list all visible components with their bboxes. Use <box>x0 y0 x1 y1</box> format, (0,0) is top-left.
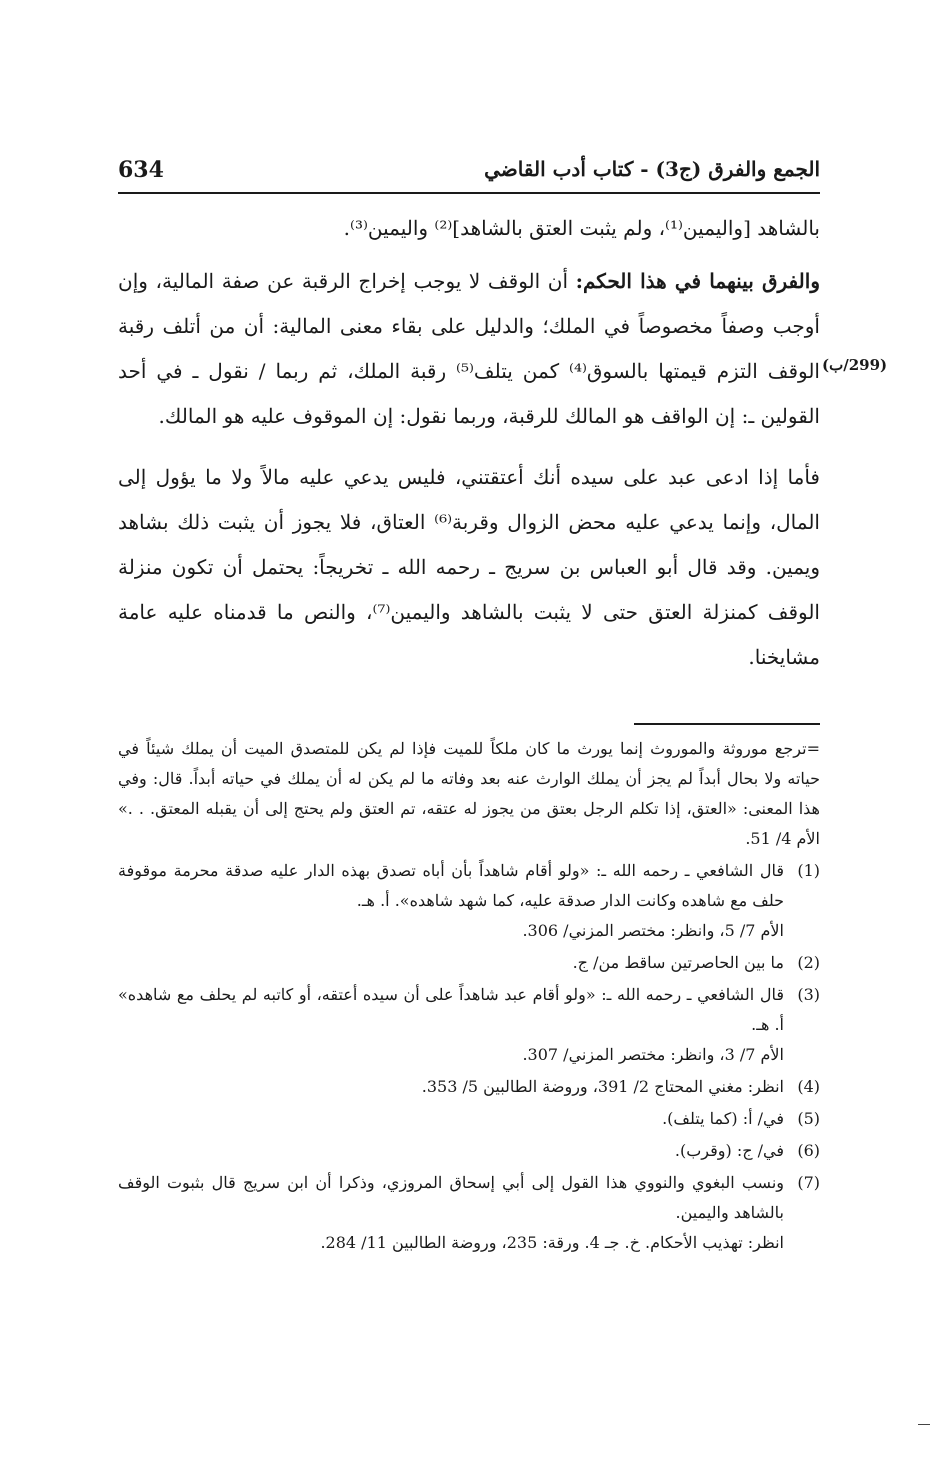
footnote-number: (4) <box>797 1077 820 1096</box>
footnote-line: الأم 7/ 5، وانظر: مختصر المزني/ 306. <box>522 921 784 940</box>
footnote-number: (7) <box>797 1173 820 1192</box>
paragraph-lead: والفرق بينهما في هذا الحكم: <box>575 269 820 293</box>
body-paragraph-2: فأما إذا ادعى عبد على سيده أنك أعتقتني، فليس يدعي عليه مالاً ولا ما يؤول إلى المال، وإنما يدعي عليه محض الزوال وقربة⁽⁶⁾ العتاق، فلا يجوز أن يثبت ذلك بشاهد ويمين. وقد قال أبو العباس بن سريج ـ رحمه الله ـ تخريجاً: يحتمل أن تكون منزلة الوقف كمنزلة العتق حتى لا يثبت بالشاهد واليمين⁽⁷⁾، والنص ما قدمناه عليه عامة مشايخنا. <box>118 465 820 669</box>
footnote-3 <box>118 980 820 1070</box>
footnote-line: ما بين الحاصرتين ساقط من/ ج. <box>572 953 784 972</box>
footnote-number: (6) <box>797 1141 820 1160</box>
paragraph-1-text: أن الوقف لا يوجب إخراج الرقبة عن صفة المالية، وإن أوجب وصفاً مخصوصاً في الملك؛ والدليل على بقاء معنى المالية: أن من أتلف رقبة الوقف التزم قيمتها بالسوق⁽⁴⁾ كمن يتلف⁽⁵⁾ رقبة الملك، ثم ربما / نقول ـ في أحد القولين ـ: إن الواقف هو المالك للرقبة، وربما نقول: إن الموقوف عليه هو المالك. <box>118 269 820 428</box>
page-header <box>118 155 820 195</box>
body-line-1: بالشاهد [واليمين⁽¹⁾، ولم يثبت العتق بالشاهد]⁽²⁾ واليمين⁽³⁾. <box>343 216 820 240</box>
footnote-5 <box>118 1104 820 1134</box>
margin-folio-note: (299/ب) <box>822 356 888 374</box>
footnote-line: انظر: تهذيب الأحكام. خ. جـ 4. ورقة: 235، وروضة الطالبين 11/ 284. <box>320 1233 784 1252</box>
footnote-4 <box>118 1072 820 1102</box>
footnote-separator <box>634 723 820 725</box>
footnote-2 <box>118 948 820 978</box>
footnote-6 <box>118 1136 820 1166</box>
footnote-continuation: =ترجع موروثة والموروث إنما يورث ما كان ملكاً للميت فإذا لم يكن للمتصدق الميت أن يملك شيئاً في حياته ولا بحال أبداً لم يجز أن يملك الوارث عنه بعد وفاته ما لم يكن له أن يملك في حياته أبداً. قال: وفي هذا المعنى: «العتق، إذا تكلم الرجل بعتق من يجوز له عتقه، تم العتق ولم يحتج إلى أن يقبله المعتق. . .» الأم 4/ 51. <box>118 739 820 848</box>
footnote-line: في/ ج: (وقرب). <box>674 1141 784 1160</box>
footnote-1 <box>118 856 820 946</box>
footnote-line: ونسب البغوي والنووي هذا القول إلى أبي إسحاق المروزي، وذكرا أن ابن سريج قال بثبوت الوقف بالشاهد واليمين. <box>118 1173 784 1222</box>
header-rule <box>118 192 820 194</box>
footnote-number: (5) <box>797 1109 820 1128</box>
main-text <box>118 206 820 696</box>
footnote-number: (2) <box>797 953 820 972</box>
footnote-line: الأم 7/ 3، وانظر: مختصر المزني/ 307. <box>522 1045 784 1064</box>
running-title: الجمع والفرق (ج3) - كتاب أدب القاضي <box>484 157 820 181</box>
footnotes <box>118 734 820 1260</box>
scan-edge-mark <box>918 1424 930 1425</box>
footnote-line: انظر: مغني المحتاج 2/ 391، وروضة الطالبين 5/ 353. <box>421 1077 784 1096</box>
footnote-line: في/ أ: (كما يتلف). <box>662 1109 784 1128</box>
page-number: 634 <box>118 157 164 183</box>
body-paragraph-1 <box>118 259 820 439</box>
footnote-line: قال الشافعي ـ رحمه الله ـ: «ولو أقام عبد شاهداً على أن سيده أعتقه، أو كاتبه لم يحلف مع شاهده» أ. هـ. <box>118 985 784 1034</box>
footnote-7 <box>118 1168 820 1258</box>
footnote-line: قال الشافعي ـ رحمه الله ـ: «ولو أقام شاهداً بأن أباه تصدق بهذه الدار عليه صدقة محرمة موقوفة حلف مع شاهده وكانت الدار صدقة عليه، كما شهد شاهده». أ. هـ. <box>118 861 785 910</box>
footnote-number: (1) <box>797 861 820 880</box>
footnote-number: (3) <box>797 985 820 1004</box>
